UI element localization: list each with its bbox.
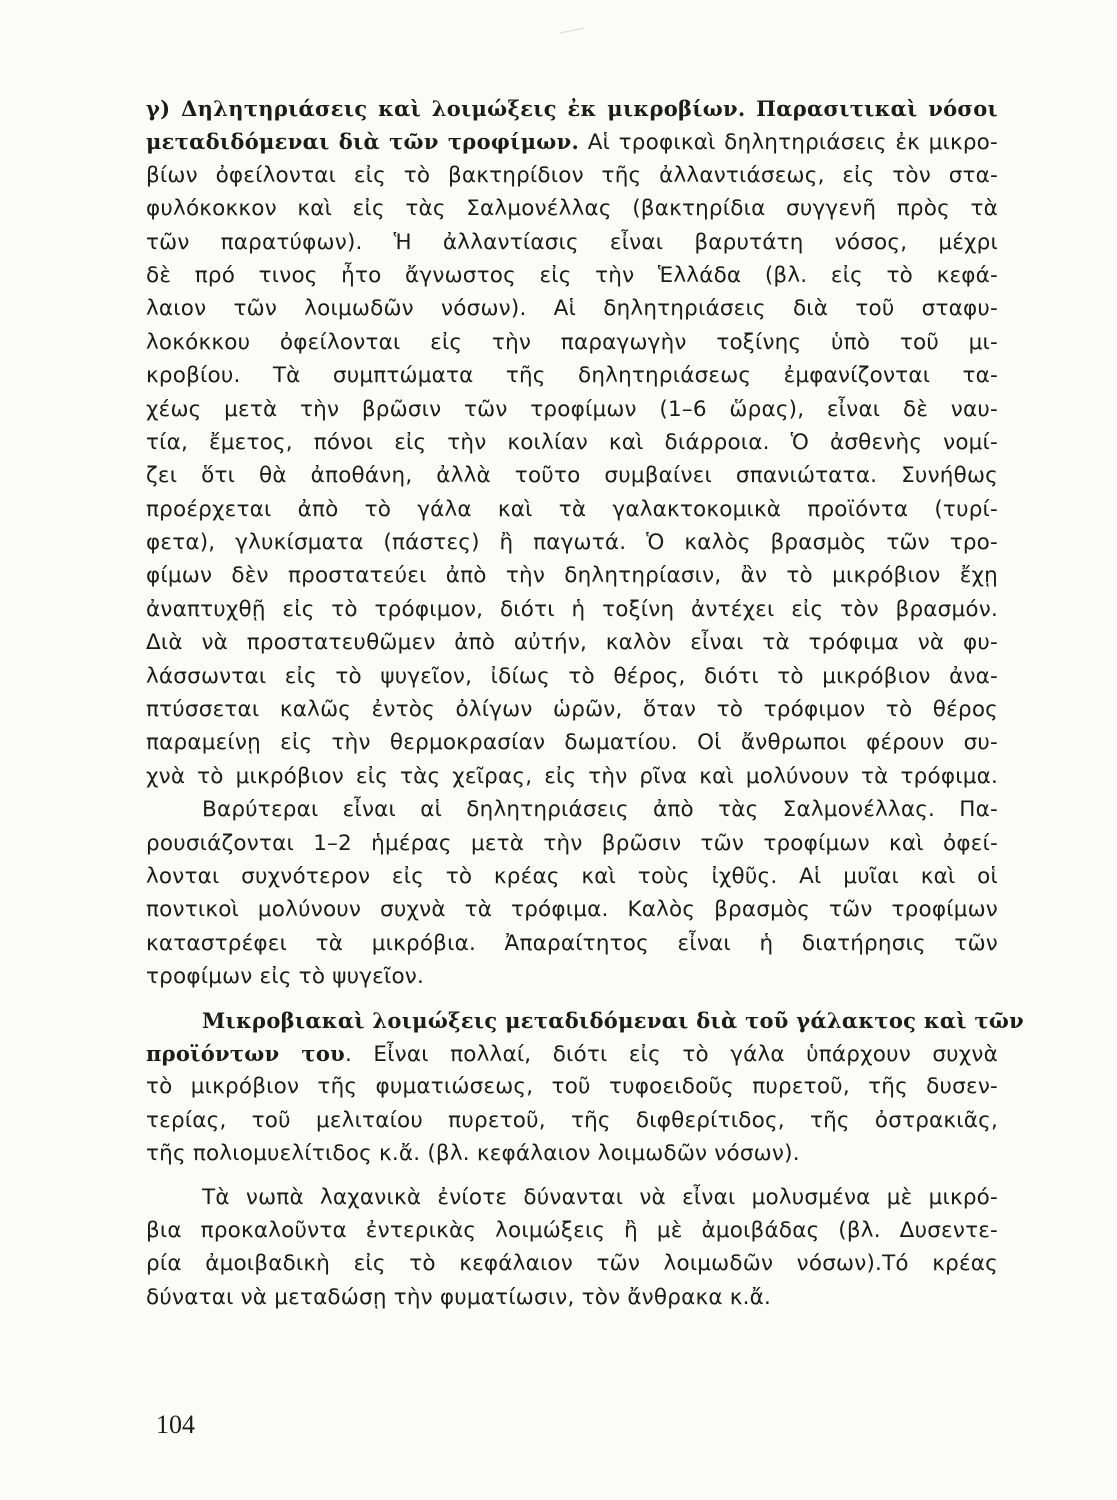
text-line	[146, 526, 998, 559]
line-text: Αἱ τροφικαὶ δηλητηριάσεις ἐκ μικρο-	[579, 130, 998, 156]
text-line	[146, 1247, 998, 1280]
line-text: τία, ἔμετος, πόνοι εἰς τὴν κοιλίαν καὶ διάρροια. Ὁ ἀσθενὴς νομί-	[146, 429, 998, 455]
section-heading-line	[146, 1004, 1025, 1037]
line-text: προέρχεται ἀπὸ τὸ γάλα καὶ τὰ γαλακτοκομικὰ προϊόντα (τυρί-	[146, 496, 998, 522]
line-text: κροβίου. Τὰ συμπτώματα τῆς δηλητηριάσεως ἐμφανίζονται τα-	[146, 363, 998, 389]
text-line	[146, 393, 998, 426]
text-column	[146, 92, 1025, 1314]
line-text: δὲ πρό τινος ἦτο ἄγνωστος εἰς τὴν Ἑλλάδα (βλ. εἰς τὸ κεφά-	[146, 262, 998, 288]
text-line	[146, 493, 998, 526]
text-line	[146, 192, 998, 225]
text-line	[146, 726, 998, 759]
text-line	[146, 1214, 998, 1247]
text-line	[146, 693, 998, 726]
text-line	[146, 1070, 998, 1103]
line-text: παραμείνῃ εἰς τὴν θερμοκρασίαν δωματίου. Οἱ ἄνθρωποι φέρουν συ-	[146, 730, 998, 756]
line-text: Βαρύτεραι εἶναι αἱ δηλητηριάσεις ἀπὸ τὰς Σαλμονέλλας. Πα-	[202, 797, 998, 823]
line-text: ποντικοὶ μολύνουν συχνὰ τὰ τρόφιμα. Καλὸς βρασμὸς τῶν τροφίμων	[146, 897, 998, 923]
line-text: λονται συχνότερον εἰς τὸ κρέας καὶ τοὺς ἰχθῦς. Αἱ μυῖαι καὶ οἱ	[146, 863, 998, 889]
text-line	[146, 626, 998, 659]
paragraph-last-line	[146, 960, 998, 993]
section-heading-bold: γ) Δηλητηριάσεις καὶ λοιμώξεις ἐκ μικροβίων. Παρασιτικαὶ νόσοι	[146, 96, 998, 121]
paragraph-gap	[146, 1171, 998, 1181]
text-line	[146, 559, 998, 592]
line-text: φίμων δὲν προστατεύει ἀπὸ τὴν δηλητηρίασιν, ἂν τὸ μικρόβιον ἔχῃ	[146, 563, 998, 589]
line-text: τῶν παρατύφων). Ἡ ἀλλαντίασις εἶναι βαρυτάτη νόσος, μέχρι	[146, 229, 998, 255]
line-text: πτύσσεται καλῶς ἐντὸς ὀλίγων ὡρῶν, ὅταν τὸ τρόφιμον τὸ θέρος	[146, 697, 998, 723]
page-number: 104	[156, 1410, 195, 1439]
section-heading-bold: προϊόντων του	[146, 1040, 346, 1066]
paragraph-last-line	[146, 1137, 998, 1170]
line-text: ρία ἀμοιβαδικὴ εἰς τὸ κεφάλαιον τῶν λοιμωδῶν νόσων).Τό κρέας	[146, 1251, 998, 1277]
section-heading-line	[146, 1037, 998, 1070]
line-text: τῆς πολιομυελίτιδος κ.ἄ. (βλ. κεφάλαιον λοιμωδῶν νόσων).	[146, 1141, 800, 1167]
text-line	[146, 159, 998, 192]
text-line	[146, 226, 998, 259]
section-heading-bold: Μικροβιακαὶ λοιμώξεις μεταδιδόμεναι διὰ τοῦ γάλακτος καὶ τῶν	[202, 1007, 1025, 1033]
line-text: φυλόκοκκον καὶ εἰς τὰς Σαλμονέλλας (βακτηρίδια συγγενῆ πρὸς τὰ	[146, 196, 998, 222]
line-text: δύναται νὰ μεταδώσῃ τὴν φυματίωσιν, τὸν ἄνθρακα κ.ἄ.	[146, 1284, 772, 1310]
paragraph-first-line	[146, 793, 998, 826]
line-text: βίων ὀφείλονται εἰς τὸ βακτηρίδιον τῆς ἀλλαντιάσεως, εἰς τὸν στα-	[146, 162, 998, 188]
line-text: τερίας, τοῦ μελιταίου πυρετοῦ, τῆς διφθερίτιδος, τῆς ὀστρακιᾶς,	[146, 1107, 998, 1133]
text-line	[146, 927, 998, 960]
text-line	[146, 860, 998, 893]
text-line	[146, 359, 998, 392]
text-line	[146, 459, 998, 492]
text-line	[146, 827, 998, 860]
line-text: λοκόκκου ὀφείλονται εἰς τὴν παραγωγὴν τοξίνης ὑπὸ τοῦ μι-	[146, 329, 998, 355]
line-text: καταστρέφει τὰ μικρόβια. Ἀπαραίτητος εἶναι ἡ διατήρησις τῶν	[146, 930, 998, 956]
paragraph-gap	[146, 994, 998, 1004]
line-text: ἀναπτυχθῇ εἰς τὸ τρόφιμον, διότι ἡ τοξίνη ἀντέχει εἰς τὸν βρασμόν.	[146, 596, 998, 622]
line-text: Τὰ νωπὰ λαχανικὰ ἐνίοτε δύνανται νὰ εἶναι μολυσμένα μὲ μικρό-	[202, 1184, 998, 1210]
text-line	[146, 660, 998, 693]
text-line	[146, 1104, 998, 1137]
line-text: τὸ μικρόβιον τῆς φυματιώσεως, τοῦ τυφοειδοῦς πυρετοῦ, τῆς δυσεν-	[146, 1074, 998, 1100]
line-text: ρουσιάζονται 1–2 ἡμέρας μετὰ τὴν βρῶσιν τῶν τροφίμων καὶ ὀφεί-	[146, 830, 998, 856]
text-line	[146, 893, 998, 926]
line-text: ζει ὅτι θὰ ἀποθάνη, ἀλλὰ τοῦτο συμβαίνει σπανιώτατα. Συνήθως	[146, 463, 998, 489]
line-text: βια προκαλοῦντα ἐντερικὰς λοιμώξεις ἢ μὲ ἀμοιβάδας (βλ. Δυσεντε-	[146, 1217, 998, 1243]
scan-mark	[560, 28, 584, 34]
text-line	[146, 426, 998, 459]
line-text: λάσσωνται εἰς τὸ ψυγεῖον, ἰδίως τὸ θέρος, διότι τὸ μικρόβιον ἀνα-	[146, 663, 998, 689]
section-heading-line-2	[146, 125, 998, 158]
section-heading-bold: μεταδιδόμεναι διὰ τῶν τροφίμων.	[146, 129, 580, 155]
line-text: . Εἶναι πολλαί, διότι εἰς τὸ γάλα ὑπάρχουν συχνὰ	[345, 1041, 998, 1067]
line-text: λαιον τῶν λοιμωδῶν νόσων). Αἱ δηλητηριάσεις διὰ τοῦ σταφυ-	[146, 296, 998, 322]
text-line	[146, 593, 998, 626]
text-line	[146, 292, 998, 325]
line-text: φετα), γλυκίσματα (πάστες) ἢ παγωτά. Ὁ καλὸς βρασμὸς τῶν τρο-	[146, 530, 998, 556]
line-text: τροφίμων εἰς τὸ ψυγεῖον.	[146, 964, 425, 990]
paragraph-first-line	[146, 1181, 998, 1214]
line-text: Διὰ νὰ προστατευθῶμεν ἀπὸ αὐτήν, καλὸν εἶναι τὰ τρόφιμα νὰ φυ-	[146, 630, 998, 656]
section-heading-line-1	[146, 92, 998, 125]
text-line	[146, 259, 998, 292]
paragraph-last-line	[146, 1281, 998, 1314]
line-text: χέως μετὰ τὴν βρῶσιν τῶν τροφίμων (1–6 ὥρας), εἶναι δὲ ναυ-	[146, 396, 998, 422]
line-text: χνὰ τὸ μικρόβιον εἰς τὰς χεῖρας, εἰς τὴν ρῖνα καὶ μολύνουν τὰ τρόφιμα.	[146, 763, 998, 789]
text-line	[146, 326, 998, 359]
text-line	[146, 760, 998, 793]
